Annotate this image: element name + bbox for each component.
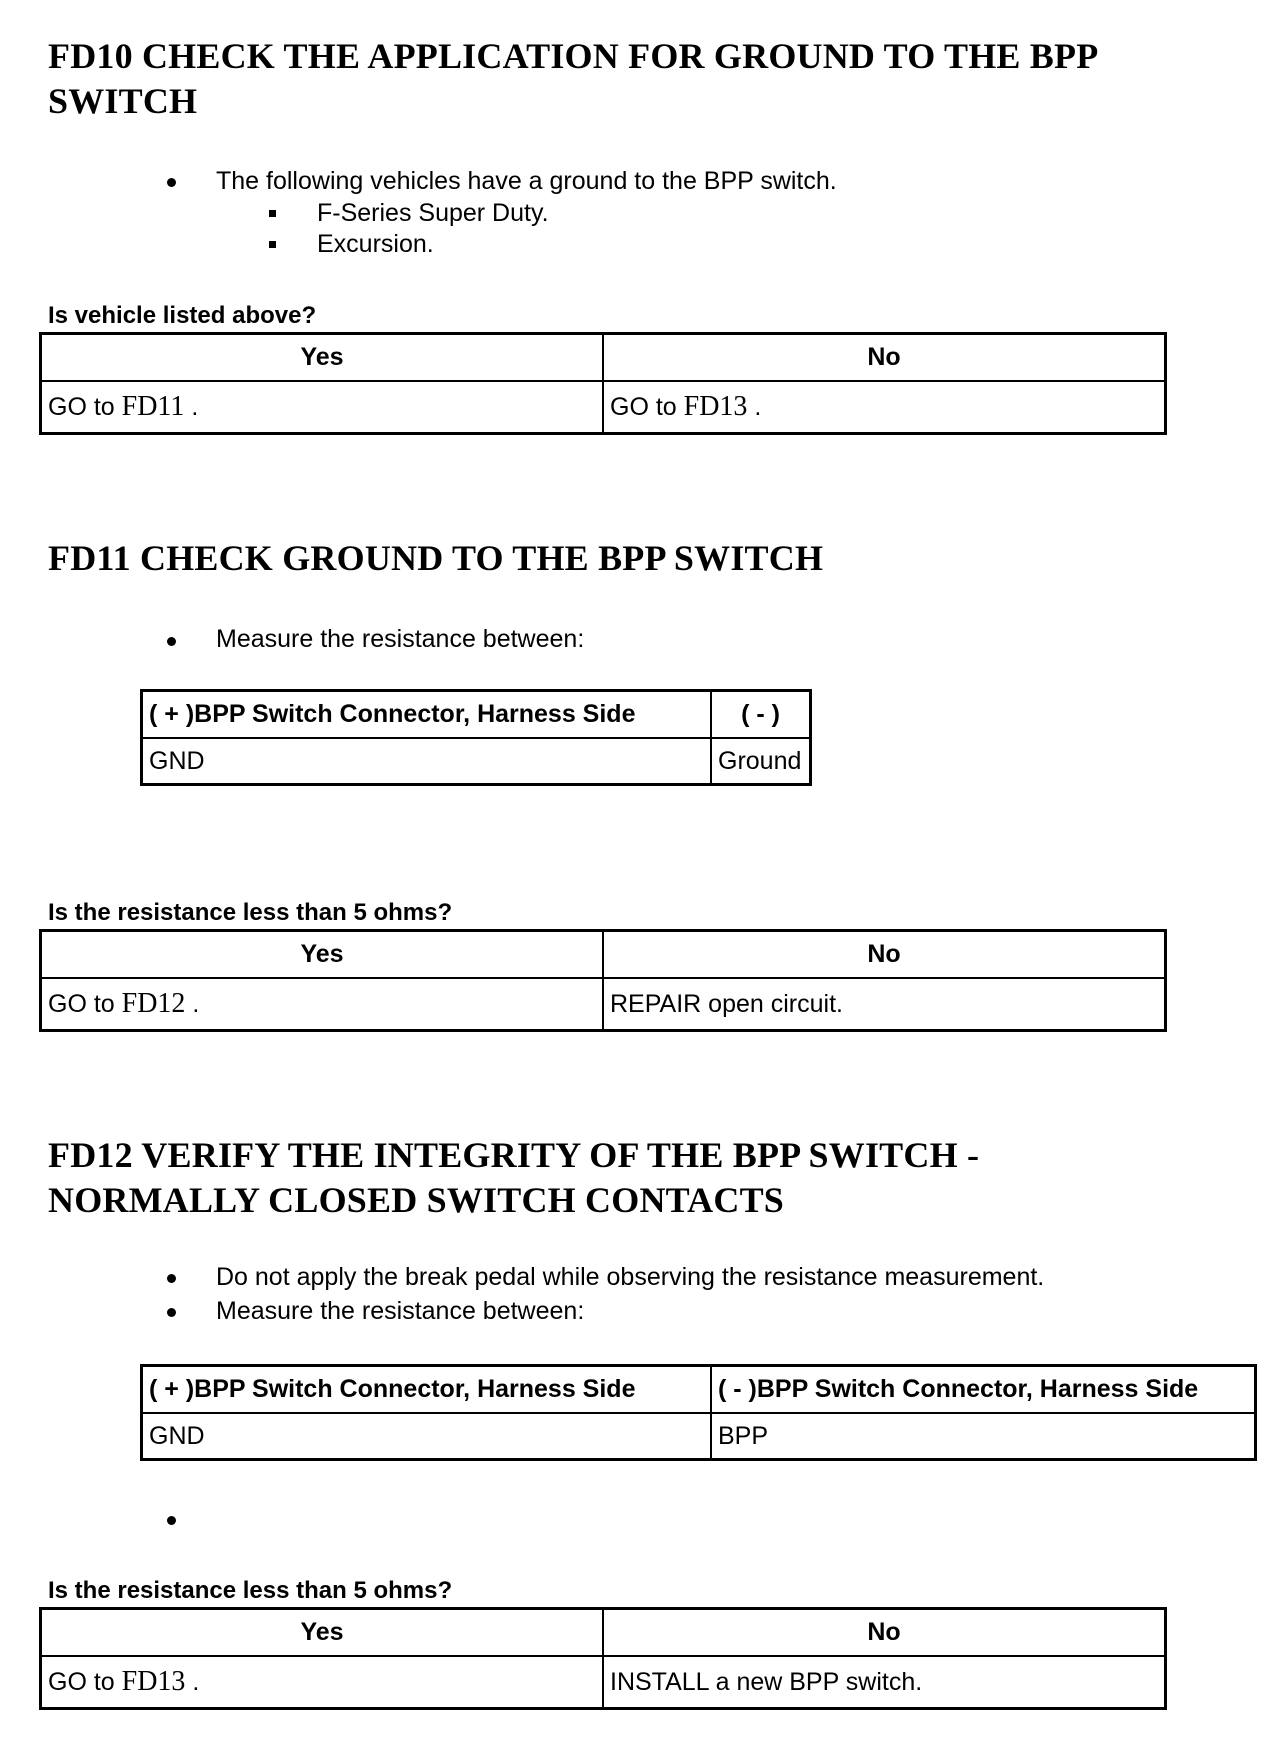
fd11-title: FD11 CHECK GROUND TO THE BPP SWITCH <box>48 538 824 578</box>
fd12-title <box>48 1133 979 1223</box>
go-to-text: GO to <box>48 990 115 1018</box>
bullet-square-icon <box>269 241 276 248</box>
plus-header: ( + )BPP Switch Connector, Harness Side <box>142 691 712 739</box>
fd10-sub-bullet-2: Excursion. <box>317 230 434 258</box>
fd12-measure-table <box>140 1364 1257 1461</box>
bullet-dot-icon <box>167 178 176 187</box>
fd10-title-line1: FD10 CHECK THE APPLICATION FOR GROUND TO THE BPP <box>48 36 1099 76</box>
step-link-fd13[interactable]: FD13 <box>683 391 748 422</box>
fd10-sub-bullet-1: F-Series Super Duty. <box>317 199 549 227</box>
fd11-measure-table <box>140 689 812 786</box>
no-header: No <box>603 1609 1166 1657</box>
fd10-question: Is vehicle listed above? <box>48 302 317 329</box>
period: . <box>192 1668 200 1696</box>
bullet-dot-icon <box>167 1274 176 1283</box>
minus-header: ( - )BPP Switch Connector, Harness Side <box>711 1366 1256 1414</box>
go-to-text: GO to <box>48 393 115 421</box>
bullet-dot-icon <box>167 1308 176 1317</box>
go-to-text: GO to <box>610 393 677 421</box>
minus-header: ( - ) <box>711 691 811 739</box>
fd12-yes-cell <box>41 1656 604 1709</box>
minus-value: BPP <box>711 1413 1256 1460</box>
fd10-yes-cell <box>41 381 604 434</box>
go-to-text: GO to <box>48 1668 115 1696</box>
bullet-square-icon <box>269 210 276 217</box>
period: . <box>754 393 762 421</box>
fd11-yes-no-table <box>39 929 1167 1032</box>
minus-value: Ground <box>711 738 811 785</box>
bullet-dot-icon <box>167 1516 176 1525</box>
step-link-fd12[interactable]: FD12 <box>121 988 186 1019</box>
fd10-yes-no-table <box>39 332 1167 435</box>
yes-header: Yes <box>41 1609 604 1657</box>
plus-value: GND <box>142 1413 712 1460</box>
fd10-no-cell <box>603 381 1166 434</box>
fd11-yes-cell <box>41 978 604 1031</box>
fd10-title <box>48 34 1098 124</box>
fd10-title-line2: SWITCH <box>48 81 198 121</box>
fd12-yes-no-table <box>39 1607 1167 1710</box>
fd11-no-action: REPAIR open circuit. <box>603 978 1166 1031</box>
fd12-title-line1: FD12 VERIFY THE INTEGRITY OF THE BPP SWITCH - <box>48 1135 980 1175</box>
yes-header: Yes <box>41 931 604 979</box>
fd11-question: Is the resistance less than 5 ohms? <box>48 899 453 926</box>
step-link-fd13[interactable]: FD13 <box>121 1666 186 1697</box>
period: . <box>192 990 200 1018</box>
fd12-question: Is the resistance less than 5 ohms? <box>48 1577 453 1604</box>
fd12-bullet-2: Measure the resistance between: <box>216 1297 585 1325</box>
period: . <box>191 393 199 421</box>
plus-header: ( + )BPP Switch Connector, Harness Side <box>142 1366 712 1414</box>
fd12-no-action: INSTALL a new BPP switch. <box>603 1656 1166 1709</box>
fd10-bullet: The following vehicles have a ground to the BPP switch. <box>216 167 837 195</box>
step-link-fd11[interactable]: FD11 <box>121 391 185 422</box>
yes-header: Yes <box>41 334 604 382</box>
no-header: No <box>603 334 1166 382</box>
fd11-bullet: Measure the resistance between: <box>216 625 585 653</box>
fd12-bullet-1: Do not apply the break pedal while observing the resistance measurement. <box>216 1263 1045 1291</box>
plus-value: GND <box>142 738 712 785</box>
bullet-dot-icon <box>167 637 176 646</box>
fd12-title-line2: NORMALLY CLOSED SWITCH CONTACTS <box>48 1180 785 1220</box>
no-header: No <box>603 931 1166 979</box>
